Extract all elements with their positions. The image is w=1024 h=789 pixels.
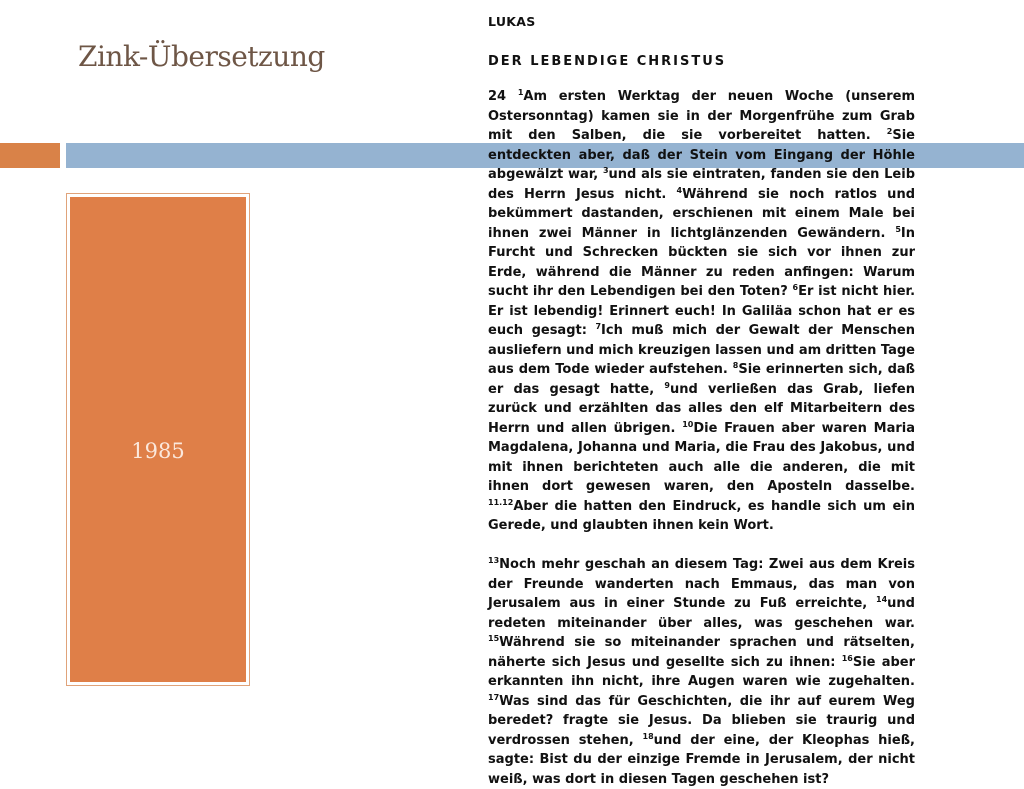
year-panel [66, 193, 250, 686]
accent-bar-orange [0, 143, 60, 168]
chapter-number: 24 [488, 89, 518, 104]
verse-number: 4 [676, 185, 683, 195]
verse-number: 8 [732, 361, 739, 370]
verse-text: In Furcht und Schrecken bückten sie sich vor ihnen zur Erde, während die Männer zu reden anfingen: Warum sucht ihr den Lebendigen bei den Toten? [488, 225, 915, 299]
verse-text: Sie entdeckten aber, daß der Stein vom Eingang der Höhle abgewälzt war, [488, 128, 915, 182]
verse-number: 11.12 [488, 497, 514, 507]
verse-number: 9 [664, 380, 670, 390]
verse-text: Sie aber erkannten ihn nicht, ihre Augen waren wie zugehalten. [488, 654, 916, 689]
verse-text: Ich muß mich der Gewalt der Menschen ausliefern und mich kreuzigen lassen und am dritten Tage aus dem Tode wieder aufstehen. [488, 323, 915, 377]
book-label: LUKAS [488, 14, 536, 29]
verse-number: 14 [876, 595, 888, 604]
verse-text: Sie erinnerten sich, daß er das gesagt hatte, [488, 362, 915, 397]
verse-paragraph [488, 555, 915, 789]
year-panel-fill [70, 197, 246, 682]
year-label: 1985 [131, 439, 185, 463]
verse-text: und der eine, der Kleophas hieß, sagte: Bist du der einzige Fremde in Jerusalem, der nicht weiß, was dort in diesen Tagen geschehen ist? [488, 732, 915, 787]
verse-text: Während sie noch ratlos und bekümmert dastanden, erschienen mit einem Male bei ihnen zwei Männer in lichtglänzenden Gewändern. [488, 186, 916, 241]
verse-text: Am ersten Werktag der neuen Woche (unserem Ostersonntag) kamen sie in der Morgenfrühe zum Grab mit den Salben, die sie vorbereitet hatten. [488, 89, 915, 143]
slide-title: Zink-Übersetzung [78, 40, 325, 73]
verse-text: Er ist nicht hier. Er ist lebendig! Erinnert euch! In Galiläa schon hat er es euch gesagt: [488, 284, 916, 338]
verse-text: Noch mehr geschah an diesem Tag: Zwei aus dem Kreis der Freunde wanderten nach Emmaus, das man von Jerusalem aus in einer Stunde zu Fuß erreichte, [488, 557, 915, 611]
verse-number: 18 [642, 731, 654, 741]
verse-number: 5 [895, 224, 901, 234]
verse-number: 2 [886, 127, 893, 136]
verse-text: und als sie eintraten, fanden sie den Leib des Herrn Jesus nicht. [488, 167, 915, 202]
verse-text: und verließen das Grab, liefen zurück und erzählten das alles den elf Mitarbeitern des Herrn und allen übrigen. [488, 381, 915, 436]
verse-text: Aber die hatten den Eindruck, es handle sich um ein Gerede, und glaubten ihnen kein Wort. [488, 498, 915, 533]
verse-number: 6 [792, 283, 799, 292]
verse-number: 17 [488, 692, 500, 702]
section-title: DER LEBENDIGE CHRISTUS [488, 53, 727, 69]
verse-number: 3 [602, 166, 609, 175]
scripture-text [488, 12, 915, 789]
verse-text: Während sie so miteinander sprachen und rätselten, näherte sich Jesus und gesellte sich zu ihnen: [488, 635, 915, 670]
verse-number: 7 [595, 322, 602, 331]
verse-number: 10 [682, 419, 694, 429]
verse-text: Die Frauen aber waren Maria Magdalena, Johanna und Maria, die Frau des Jakobus, und mit ihnen berichteten auch alle die anderen, die mit ihnen dort gewesen waren, den Aposteln dasselbe. [488, 420, 915, 494]
verse-number: 15 [488, 634, 500, 643]
verse-text: Was sind das für Geschichten, die ihr auf eurem Weg beredet? fragte sie Jesus. Da blieben sie traurig und verdrossen stehen, [488, 693, 915, 748]
verse-number: 13 [488, 556, 500, 565]
verse-number: 16 [841, 653, 853, 663]
verse-paragraph [488, 87, 915, 536]
verse-text: und redeten miteinander über alles, was geschehen war. [488, 596, 915, 631]
verses-container [488, 87, 915, 789]
verse-number: 1 [517, 88, 524, 97]
